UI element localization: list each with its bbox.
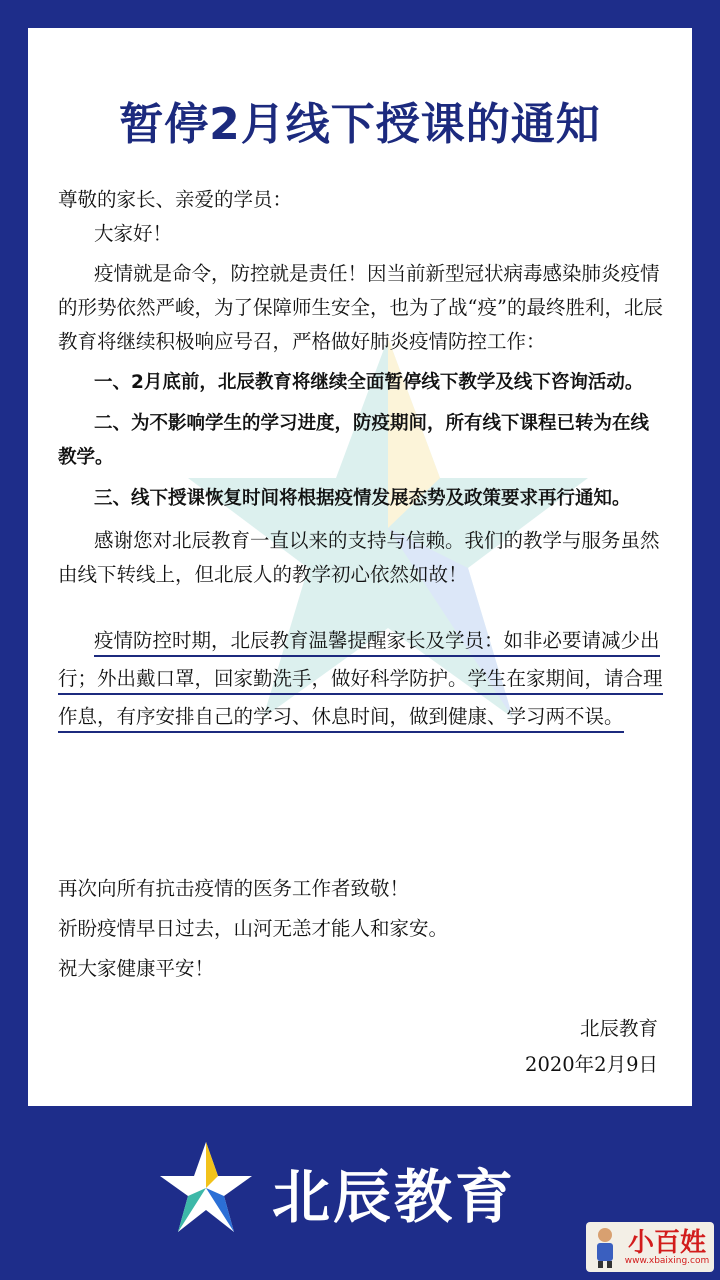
list-item: 三、线下授课恢复时间将根据疫情发展态势及政策要求再行通知。 — [94, 488, 631, 509]
notice-date: 2020年2月9日 — [525, 1053, 658, 1076]
site-watermark — [586, 1222, 714, 1272]
notice-title: 暂停2月线下授课的通知 — [119, 99, 601, 150]
greeting: 大家好！ — [94, 222, 173, 245]
reminder-text: 疫情防控时期，北辰教育温馨提醒家长及学员：如非必要请减少出行；外出戴口罩，回家勤洗手，做好科学防护。学生在家期间，请合理作息，有序安排自己的学习、休息时间，做到健康、学习两不误。 — [58, 629, 663, 733]
figure-icon — [590, 1226, 620, 1268]
thanks-paragraph: 感谢您对北辰教育一直以来的支持与信赖。我们的教学与服务虽然由线下转线上，但北辰人的教学初心依然如故！ — [58, 529, 660, 586]
closing-line: 再次向所有抗击疫情的医务工作者致敬！ — [58, 877, 410, 900]
reminder-paragraph — [58, 622, 664, 736]
star-logo-icon — [160, 1140, 252, 1236]
closing-line: 祝大家健康平安！ — [58, 957, 215, 980]
signature: 北辰教育 — [579, 1017, 658, 1040]
watermark-url: www.xbaixing.com — [624, 1256, 710, 1266]
list-item: 一、2月底前，北辰教育将继续全面暂停线下教学及线下咨询活动。 — [94, 372, 644, 393]
closing-line: 祈盼疫情早日过去，山河无恙才能人和家安。 — [58, 917, 449, 940]
signature-block — [525, 1011, 658, 1083]
closing-lines — [58, 873, 664, 993]
brand-name: 北辰教育 — [272, 1163, 517, 1231]
salutation: 尊敬的家长、亲爱的学员： — [58, 188, 293, 211]
notice-paper — [28, 28, 692, 1106]
list-item: 二、为不影响学生的学习进度，防疫期间，所有线下课程已转为在线教学。 — [58, 413, 650, 468]
watermark-text: 小百姓 — [627, 1228, 706, 1258]
item-list — [58, 366, 664, 516]
intro-paragraph: 疫情就是命令，防控就是责任！因当前新型冠状病毒感染肺炎疫情的形势依然严峻，为了保障师生安全，也为了战“疫”的最终胜利，北辰教育将继续积极响应号召，严格做好肺炎疫情防控工作： — [58, 262, 663, 353]
notice-body — [58, 183, 664, 736]
footer-logo — [160, 1140, 580, 1240]
